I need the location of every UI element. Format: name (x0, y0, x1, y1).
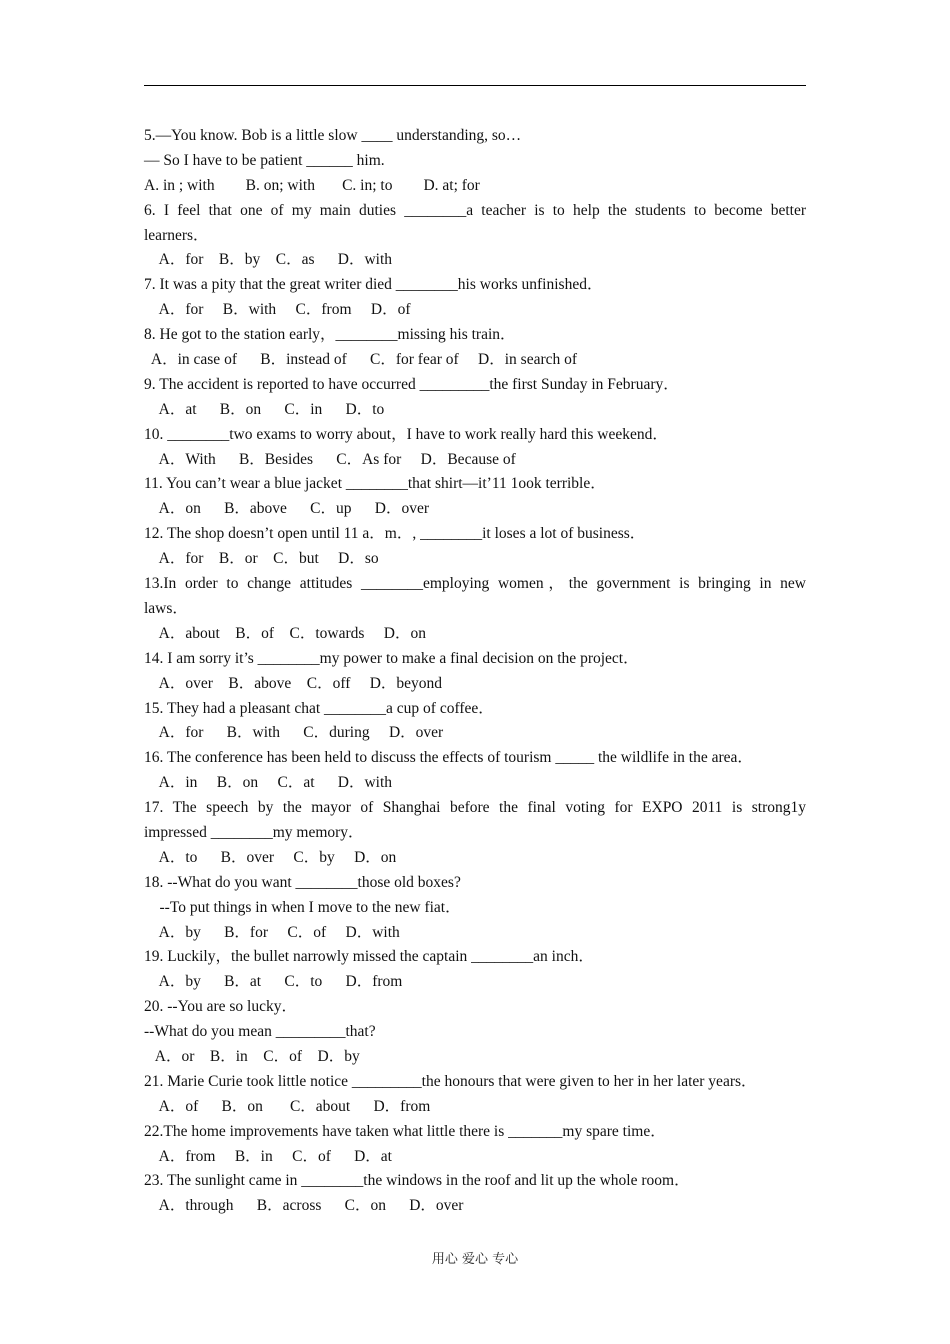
text-line: 17. The speech by the mayor of Shanghai before the final voting for EXPO 2011 is strong1y (144, 799, 806, 817)
text-line: A．for B．or C．but D．so (144, 550, 379, 568)
text-line: A．about B．of C．towards D．on (144, 624, 427, 642)
text-line: A．over B．above C．off D．beyond (144, 674, 443, 692)
text-line: A. in ; with B. on; with C. in; to D. at; for (144, 176, 480, 194)
text-line: 14. I am sorry it’s ________my power to make a final decision on the project． (144, 649, 639, 667)
text-line: A．by B．for C．of D．with (144, 923, 400, 941)
text-line: learners． (144, 226, 209, 244)
text-line: A．of B．on C．about D．from (144, 1097, 431, 1115)
text-line: 5.—You know. Bob is a little slow ____ understanding, so… (144, 127, 522, 144)
text-line: 12. The shop doesn’t open until 11 a．m．, ________it loses a lot of business． (144, 525, 646, 543)
text-line: 6. I feel that one of my main duties ________a teacher is to help the students to become better (144, 201, 806, 219)
text-line: 11. You can’t wear a blue jacket ________that shirt—it’11 1ook terrible． (144, 475, 606, 493)
text-line: A．in case of B．instead of C．for fear of D．in search of (144, 351, 578, 369)
document-body (144, 124, 806, 1219)
header-rule (144, 85, 806, 86)
text-line: A．for B．by C．as D．with (144, 251, 393, 269)
text-line: A．for B．with C．during D．over (144, 724, 444, 742)
text-line: 16. The conference has been held to discuss the effects of tourism _____ the wildlife in the area． (144, 749, 753, 767)
text-line: 22.The home improvements have taken what little there is _______my spare time． (144, 1122, 666, 1140)
text-line: 7. It was a pity that the great writer died ________his works unfinished． (144, 276, 603, 294)
text-line: A．for B．with C．from D．of (144, 301, 411, 319)
text-line: A．With B．Besides C．As for D．Because of (144, 450, 516, 468)
text-line: impressed ________my memory． (144, 823, 364, 841)
text-line: 10. ________two exams to worry about，I have to work really hard this weekend． (144, 425, 668, 443)
text-line: A．to B．over C．by D．on (144, 848, 397, 866)
text-line: A．in B．on C．at D．with (144, 774, 393, 792)
text-line: 8. He got to the station early，________missing his train． (144, 326, 516, 344)
text-line: 20. --You are so lucky． (144, 998, 297, 1016)
text-line: 9. The accident is reported to have occurred _________the first Sunday in February． (144, 375, 679, 393)
text-line: — So I have to be patient ______ him. (144, 151, 385, 169)
text-line: --What do you mean _________that? (144, 1023, 376, 1041)
text-line: 19. Luckily，the bullet narrowly missed the captain ________an inch． (144, 948, 594, 966)
page-footer: 用心 爱心 专心 (431, 1252, 519, 1267)
text-line: 15. They had a pleasant chat ________a cup of coffee． (144, 699, 494, 717)
text-line: A．by B．at C．to D．from (144, 973, 403, 991)
text-line: 18. --What do you want ________those old boxes? (144, 873, 461, 891)
text-line: A．at B．on C．in D．to (144, 400, 385, 418)
text-line: 23. The sunlight came in ________the windows in the roof and lit up the whole room． (144, 1172, 690, 1190)
text-line: A．on B．above C．up D．over (144, 500, 430, 518)
text-line: laws． (144, 599, 188, 617)
text-line: 13.In order to change attitudes ________employing women，the government is bringing in new (144, 575, 806, 593)
text-line: A．through B．across C．on D．over (144, 1197, 464, 1215)
text-line: A．or B．in C．of D．by (144, 1048, 360, 1065)
text-line: --To put things in when I move to the new fiat． (144, 898, 461, 916)
text-line: 21. Marie Curie took little notice _________the honours that were given to her in her later years． (144, 1072, 757, 1090)
text-line: A．from B．in C．of D．at (144, 1147, 392, 1165)
